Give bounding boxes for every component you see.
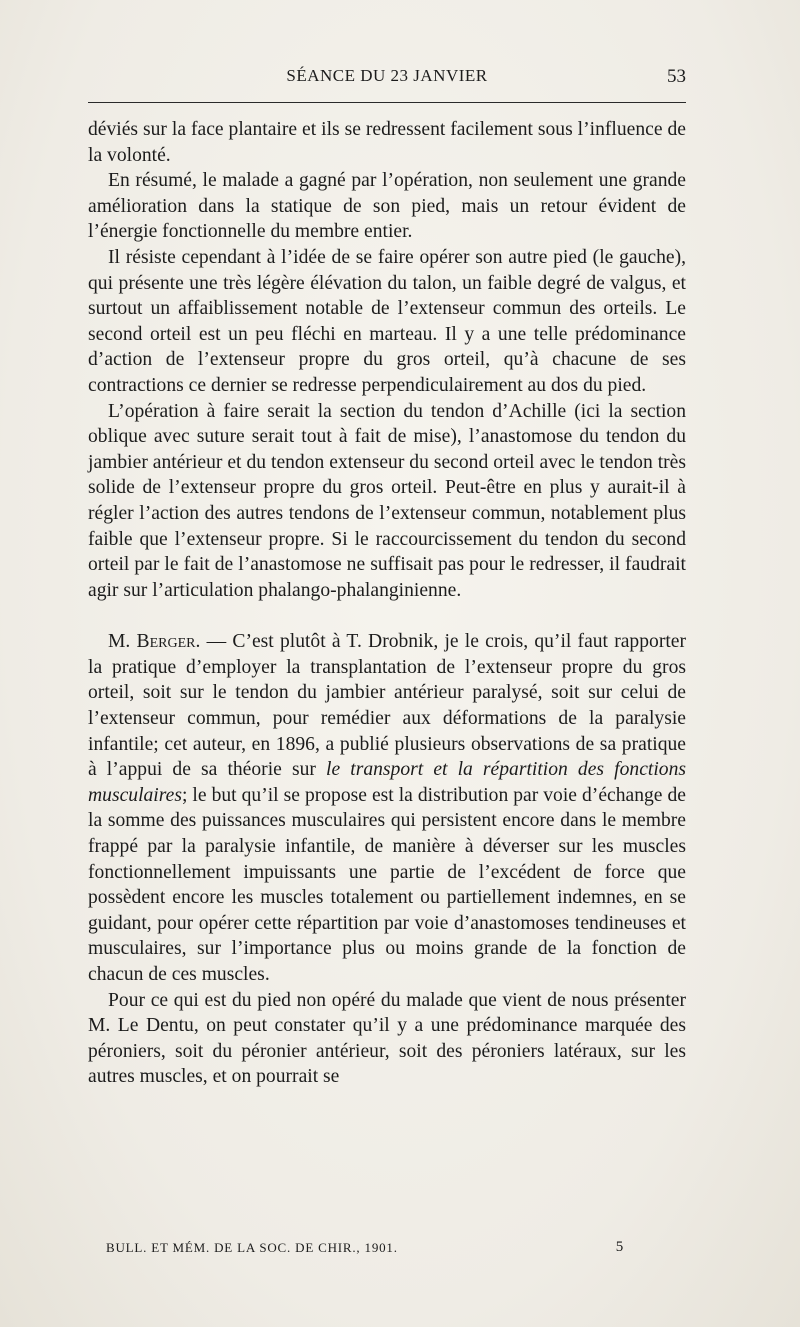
paragraph-summary: En résumé, le malade a gagné par l’opération, non seulement une grande amélioration dans la statique de son pied, mais un retour évident de l’énergie fonctionnelle du membre entier. [88, 170, 686, 243]
running-title: SÉANCE DU 23 JANVIER [286, 66, 488, 85]
sheet-signature: 5 [615, 1239, 624, 1255]
berger-text-part-2: ; le but qu’il se propose est la distribution par voie d’échange de la somme des puissances musculaires qui persistent encore dans le membre frappé par la paralysie infantile, de manière à déverser sur les muscles fonctionnellement impuissants une partie de l’excédent de force que possèdent encore les muscles totalement ou partiellement indemnes, en se guidant, pour opérer cette répartition par voie d’anastomoses tendineuses et musculaires, sur l’importance plus ou moins grande de la fonction de chacun de ces muscles. [88, 784, 686, 985]
paragraph-berger [88, 629, 686, 987]
page-number: 53 [667, 66, 686, 87]
paragraph-operation-plan: L’opération à faire serait la section du tendon d’Achille (ici la section oblique avec suture serait tout à fait de mise), l’anastomose du tendon du jambier antérieur et du tendon extenseur du second orteil avec le tendon très solide de l’extenseur propre du gros orteil. Peut-être en plus y aurait-il à régler l’action des autres tendons de l’extenseur commun, notablement plus faible que l’extenseur propre. Si le raccourcissement du tendon du second orteil par le fait de l’anastomose ne suffisait pas pour le redresser, il faudrait agir sur l’articulation phalango-phalanginienne. [88, 400, 686, 601]
body-text [88, 117, 686, 1090]
page-header [88, 66, 686, 90]
paragraph-unoperated-foot: Pour ce qui est du pied non opéré du malade que vient de nous présenter M. Le Dentu, on peut constater qu’il y a une prédominance marquée des péroniers, soit du péronier antérieur, soit des péroniers latéraux, sur les autres muscles, et on pourrait se [88, 989, 686, 1088]
berger-text-part-1: — C’est plutôt à T. Drobnik, je le crois, qu’il faut rapporter la pratique d’employer la transplantation de l’extenseur propre du gros orteil, soit sur le tendon du jambier antérieur paralysé, soit sur celui de l’extenseur commun, pour remédier aux déformations de la paralysie infantile; cet auteur, en 1896, a publié plusieurs observations de sa pratique à l’appui de sa théorie sur [88, 631, 687, 781]
page-footer [106, 1240, 624, 1256]
berger-italic-title: le transport et la répartition des fonctions musculaires [88, 759, 687, 806]
paragraph-other-foot: Il résiste cependant à l’idée de se faire opérer son autre pied (le gauche), qui présente une très légère élévation du talon, un faible degré de valgus, et surtout un affaiblissement notable de l’extenseur commun des orteils. Le second orteil est un peu fléchi en marteau. Il y a une telle prédominance d’action de l’extenseur propre du gros orteil, qu’à chacune de ses contractions ce dernier se redresse perpendiculairement au dos du pied. [88, 246, 686, 396]
header-rule [88, 102, 686, 103]
paragraph-continuation: déviés sur la face plantaire et ils se redressent facilement sous l’influence de la volonté. [88, 119, 686, 166]
footer-journal: BULL. ET MÉM. DE LA SOC. DE CHIR., 1901. [106, 1240, 398, 1255]
speaker-name: M. Berger. [108, 631, 201, 653]
